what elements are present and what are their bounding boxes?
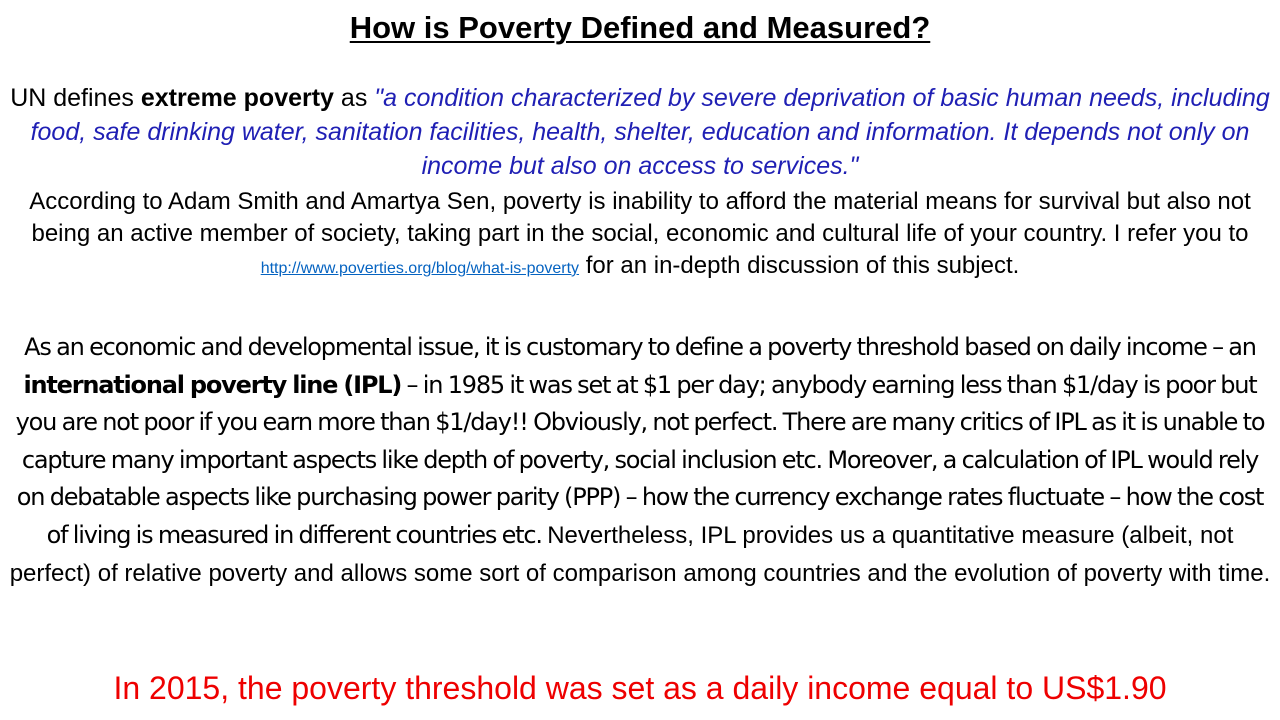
un-lead-text: UN defines	[10, 84, 141, 112]
ipl-term: international poverty line (IPL)	[23, 370, 402, 399]
slide-title: How is Poverty Defined and Measured?	[349, 10, 931, 45]
ipl-body-text: – in 1985 it was set at $1 per day; anybody earning less than $1/day is poor but you are not poor if you earn more than $1/day!! Obviously, not perfect. There are many critics of IPL as it is unable to capture many important aspects like depth of poverty, social inclusion etc. Moreover, a calculation of IPL would rely on debatable aspects like purchasing power parity (PPP) – how the currency exchange rates fluctuate – how the cost of living is measured in different countries etc.	[15, 370, 1265, 549]
extreme-poverty-term: extreme poverty	[140, 84, 334, 112]
closing-statement: In 2015, the poverty threshold was set as a daily income equal to US$1.90	[113, 670, 1167, 706]
un-quote: "a condition characterized by severe deprivation of basic human needs, including food, safe drinking water, sanitation facilities, health, shelter, education and information. It depends not only on income but also on access to services."	[30, 84, 1270, 180]
smith-sen-paragraph	[8, 186, 1272, 285]
smith-after-link-text: for an in-depth discussion of this subject.	[579, 252, 1020, 279]
ipl-tail-text: Nevertheless, IPL provides us a quantitative measure (albeit, not perfect) of relative poverty and allows some sort of comparison among countries and the evolution of poverty with time.	[9, 521, 1271, 587]
un-as-text: as	[333, 84, 375, 112]
un-definition-paragraph	[8, 81, 1272, 183]
smith-sen-text: According to Adam Smith and Amartya Sen, poverty is inability to afford the material means for survival but also not being an active member of society, taking part in the social, economic and cultural life of your country. I refer you to	[29, 188, 1251, 247]
ipl-lead-text: As an economic and developmental issue, it is customary to define a poverty threshold based on daily income – an	[24, 333, 1256, 361]
ipl-paragraph	[6, 329, 1274, 592]
poverties-link[interactable]: http://www.poverties.org/blog/what-is-poverty	[260, 260, 580, 277]
